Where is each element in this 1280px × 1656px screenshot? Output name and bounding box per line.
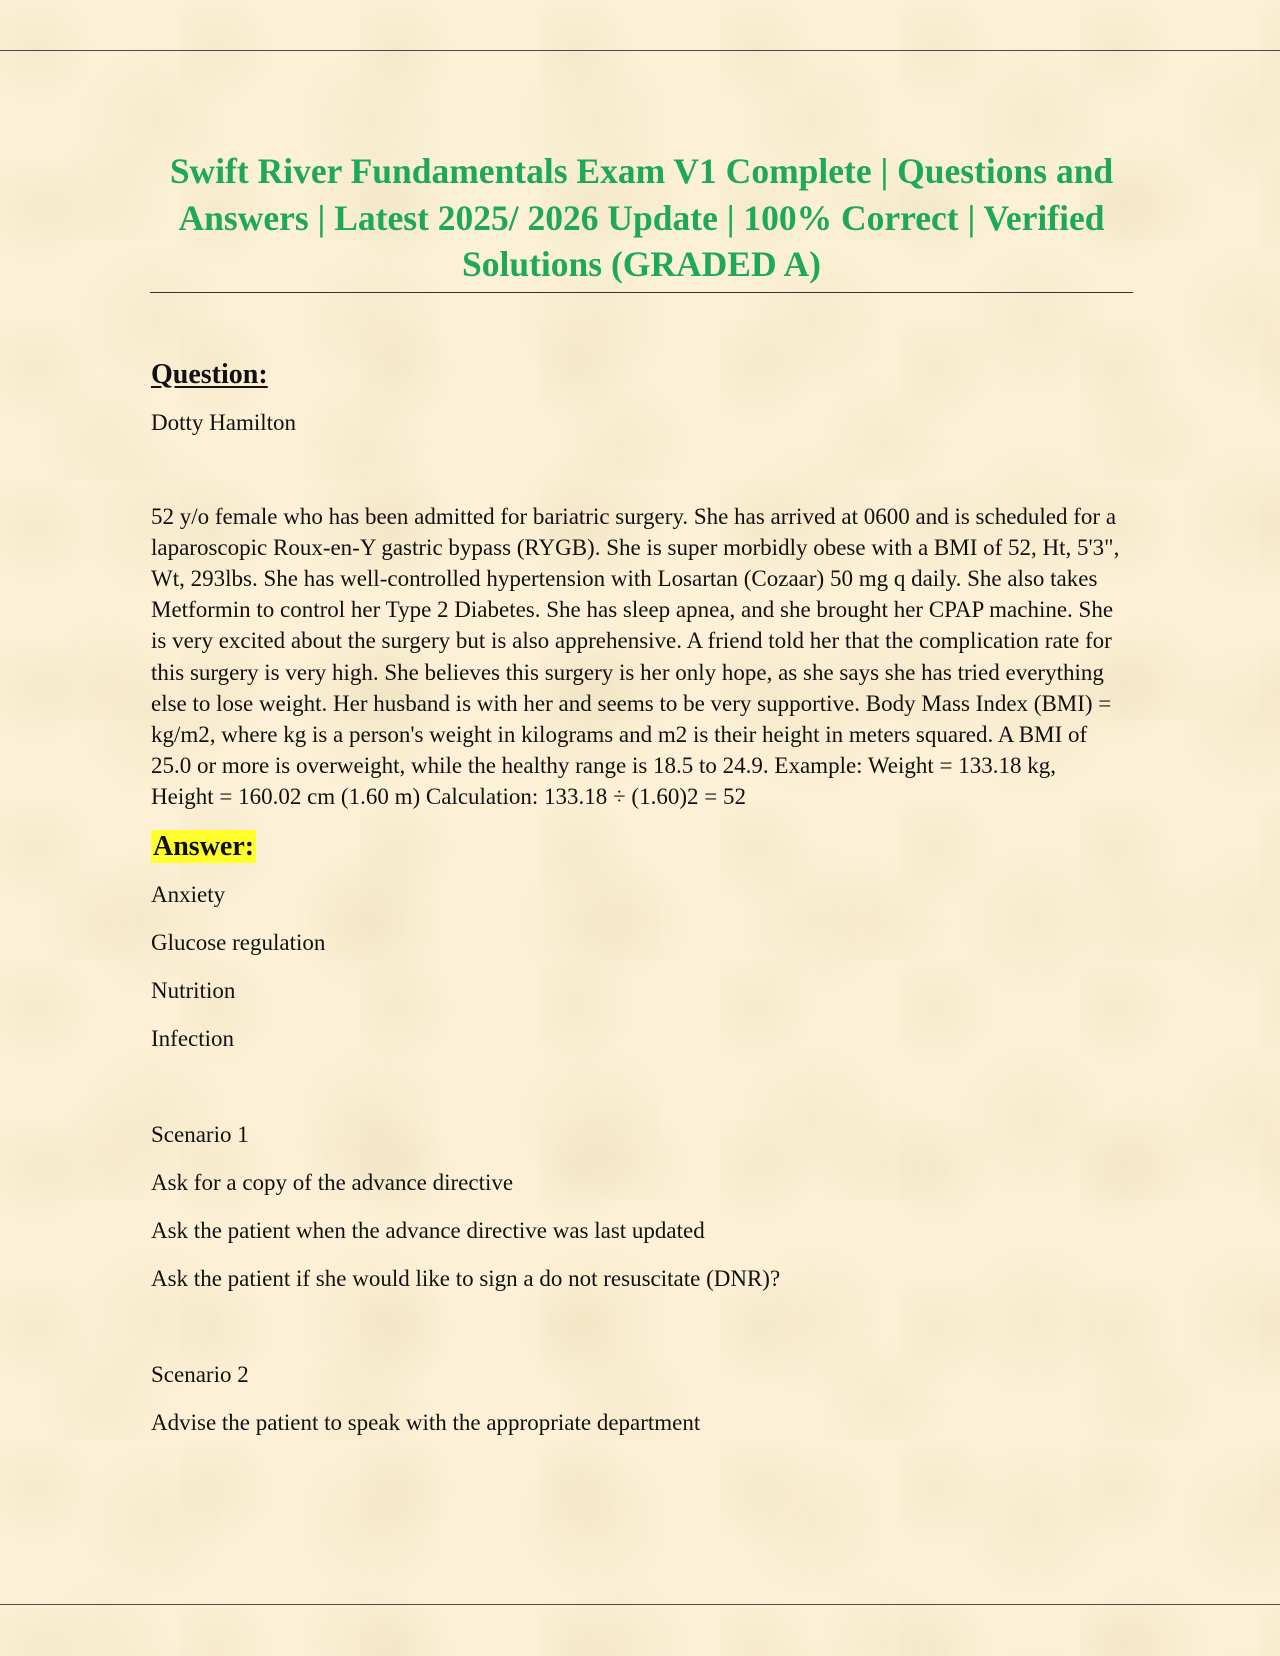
answer-line: Infection — [151, 1025, 235, 1051]
answer-heading-highlight: Answer: — [153, 830, 255, 862]
answer-line: Anxiety — [151, 881, 226, 907]
document-body — [150, 357, 1121, 1439]
scenario-label: Scenario 2 — [151, 1361, 249, 1387]
answer-list — [151, 879, 1121, 1439]
answer-line: Glucose regulation — [151, 929, 326, 955]
answer-line: Ask for a copy of the advance directive — [151, 1169, 514, 1195]
page-bottom-rule — [0, 1604, 1280, 1605]
answer-line: Ask the patient when the advance directive was last updated — [151, 1217, 705, 1243]
question-heading: Question: — [151, 358, 268, 390]
answer-heading — [151, 829, 1121, 865]
page-top-rule — [0, 50, 1280, 51]
patient-name: Dotty Hamilton — [151, 409, 297, 435]
scenario-label: Scenario 1 — [151, 1121, 249, 1147]
scenario-paragraph: 52 y/o female who has been admitted for bariatric surgery. She has arrived at 0600 and is scheduled for a laparoscopic Roux-en-Y gastric bypass (RYGB). She is super morbidly obese with a BMI of 52, Ht, 5'3", Wt, 293lbs. She has well-controlled hypertension with Losartan (Cozaar) 50 mg q daily. She also takes Metformin to control her Type 2 Diabetes. She has sleep apnea, and she brought her CPAP machine. She is very excited about the surgery but is also apprehensive. A friend told her that the complication rate for this surgery is very high. She believes this surgery is her only hope, as she says she has tried everything else to lose weight. Her husband is with her and seems to be very supportive. Body Mass Index (BMI) = kg/m2, where kg is a person's weight in kilograms and m2 is their height in meters squared. A BMI of 25.0 or more is overweight, while the healthy range is 18.5 to 24.9. Example: Weight = 133.18 kg, Height = 160.02 cm (1.60 m) Calculation: 133.18 ÷ (1.60)2 = 52 — [151, 503, 1120, 810]
answer-line: Nutrition — [151, 977, 236, 1003]
answer-line: Advise the patient to speak with the appropriate department — [151, 1409, 701, 1435]
document-page — [150, 148, 1133, 1439]
document-title: Swift River Fundamentals Exam V1 Complete | Questions and Answers | Latest 2025/ 2026 Update | 100% Correct | Verified Solutions (GRADED A) — [150, 148, 1133, 293]
answer-line: Ask the patient if she would like to sign a do not resuscitate (DNR)? — [151, 1265, 781, 1291]
